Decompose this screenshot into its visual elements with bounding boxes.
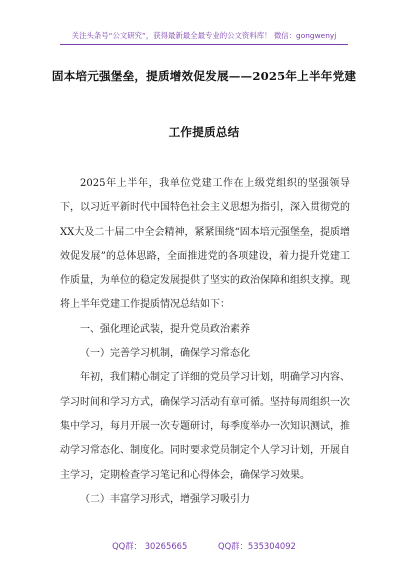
footer-qq-right: QQ群：535304092 — [218, 541, 296, 551]
header-divider — [60, 44, 348, 45]
subsection-heading-1: （一）完善学习机制，确保学习常态化 — [80, 348, 250, 360]
document-title-line-1: 固本培元强堡垒，提质增效促发展——2025年上半年党建 — [51, 69, 357, 83]
document-title-line-2: 工作提质总结 — [168, 125, 240, 139]
section-heading-1: 一、强化理论武装，提升党员政治素养 — [80, 323, 250, 335]
document-body — [60, 172, 350, 512]
footer-qq-left: QQ群： 30265665 — [112, 541, 188, 551]
header-promo-note: 关注头条号“公文研究”，获得最新最全最专业的公文资料库！ 微信：gongwenyj — [71, 31, 337, 40]
body-paragraph-1: 年初，我们精心制定了详细的党员学习计划，明确学习内容、学习时间和学习方式，确保学习活动有章可循。坚持每周组织一次集中学习，每月开展一次专题研讨，每季度举办一次知识测试，推动学习常态化、制度化。同时要求党员制定个人学习计划，开展自主学习，定期检查学习笔记和心得体会，确保学习效果。 — [60, 372, 350, 481]
intro-paragraph: 2025年上半年，我单位党建工作在上级党组织的坚强领导下，以习近平新时代中国特色社会主义思想为指引，深入贯彻党的XX大及二十届二中全会精神，紧紧围绕“固本培元强堡垒，提质增效促发展”的总体思路，全面推进党的各项建设，着力提升党建工作质量，为单位的稳定发展提供了坚实的政治保障和组织支撑。现将上半年党建工作提质情况总结如下： — [60, 178, 350, 311]
footer-qq-groups — [0, 540, 408, 552]
subsection-heading-2: （二）丰富学习形式，增强学习吸引力 — [80, 493, 250, 505]
